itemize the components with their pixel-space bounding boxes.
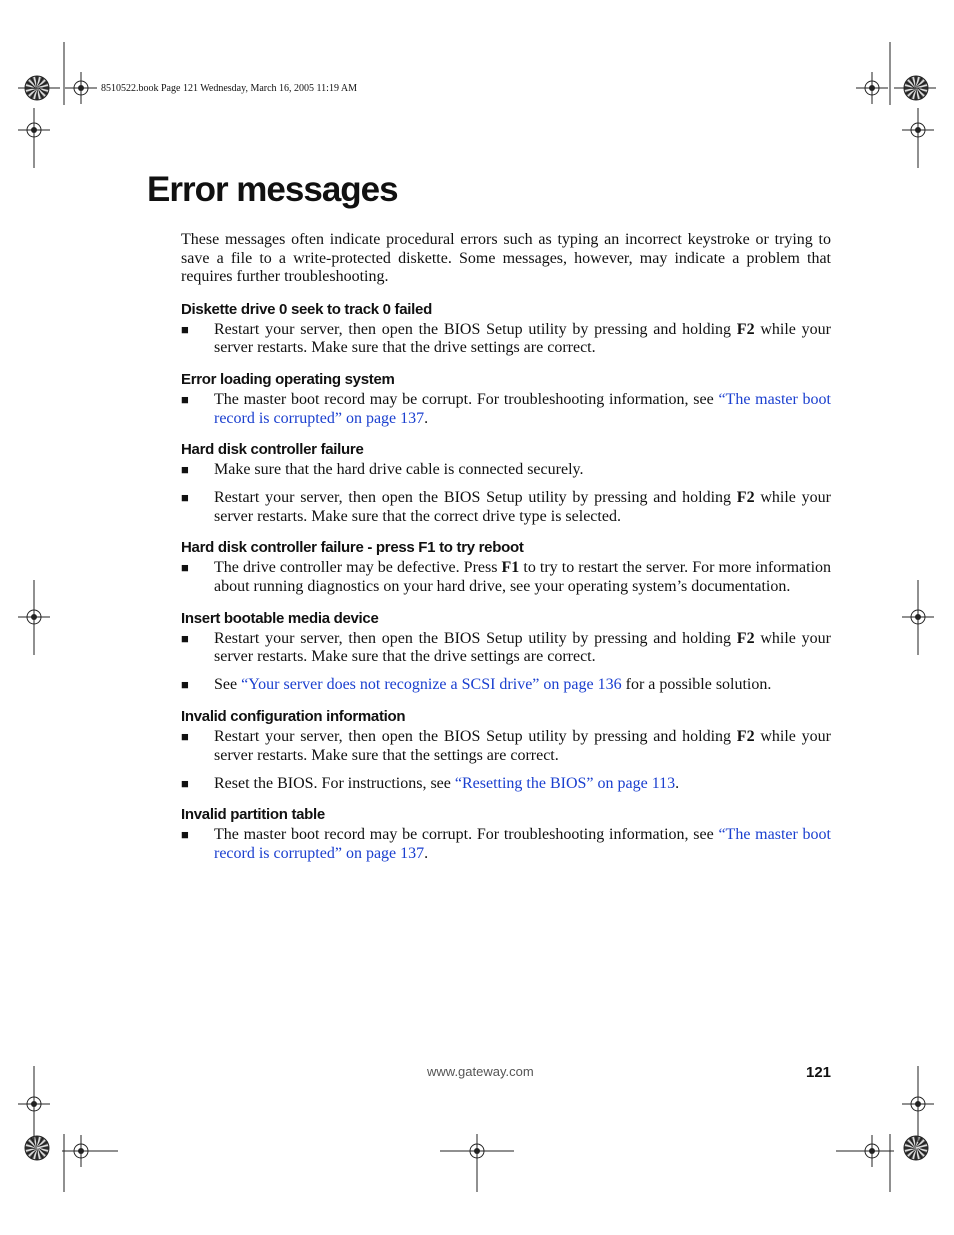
item-text-continued: for a possible solution. <box>621 676 772 694</box>
print-header-line: 8510522.book Page 121 Wednesday, March 16, 2005 11:19 AM <box>101 83 358 94</box>
square-bullet-icon: ■ <box>181 321 189 337</box>
cross-reference-link[interactable]: “The master boot record is corrupted” on page 137 <box>214 826 832 862</box>
item-text: See <box>214 676 242 694</box>
bullet-list <box>181 630 831 695</box>
key-name: F2 <box>736 320 755 338</box>
list-item <box>181 489 831 526</box>
item-text-continued: while your server restarts. Make sure that the correct drive type is selected. <box>214 489 832 525</box>
section-heading: Hard disk controller failure <box>181 441 364 459</box>
list-item <box>181 676 831 695</box>
item-text-continued: . <box>675 774 680 792</box>
list-item <box>181 826 831 863</box>
item-text-continued: to try to restart the server. For more information about running diagnostics on your hard drive, see your operating system’s documentation. <box>214 559 832 596</box>
bullet-list <box>181 559 831 596</box>
list-item <box>181 391 831 428</box>
square-bullet-icon: ■ <box>181 490 189 506</box>
section-heading: Diskette drive 0 seek to track 0 failed <box>181 300 432 318</box>
item-text-continued: while your server restarts. Make sure that the settings are correct. <box>214 727 832 764</box>
bullet-list <box>181 728 831 793</box>
square-bullet-icon: ■ <box>181 462 189 478</box>
list-item <box>181 559 831 596</box>
page-number: 121 <box>806 1064 832 1081</box>
error-message-sections <box>181 300 831 864</box>
item-text: The drive controller may be defective. Press <box>214 559 502 577</box>
key-name: F2 <box>736 489 755 507</box>
key-name: F2 <box>736 727 755 745</box>
item-text: Restart your server, then open the BIOS Setup utility by pressing and holding <box>214 727 737 745</box>
item-text-continued: while your server restarts. Make sure that the drive settings are correct. <box>214 320 832 357</box>
key-name: F2 <box>736 629 755 647</box>
item-text: Restart your server, then open the BIOS Setup utility by pressing and holding <box>214 629 737 647</box>
cross-reference-link[interactable]: “Your server does not recognize a SCSI drive” on page 136 <box>241 676 622 694</box>
item-text: Restart your server, then open the BIOS Setup utility by pressing and holding <box>214 320 737 338</box>
section-heading: Error loading operating system <box>181 370 395 388</box>
square-bullet-icon: ■ <box>181 391 189 407</box>
item-text: The master boot record may be corrupt. For troubleshooting information, see <box>214 390 719 408</box>
section-heading: Invalid partition table <box>181 806 325 824</box>
list-item <box>181 630 831 667</box>
cross-reference-link[interactable]: “The master boot record is corrupted” on page 137 <box>214 390 832 427</box>
square-bullet-icon: ■ <box>181 677 189 693</box>
list-item <box>181 321 831 358</box>
square-bullet-icon: ■ <box>181 728 189 744</box>
section-heading: Hard disk controller failure - press F1 to try reboot <box>181 539 524 557</box>
item-text: Reset the BIOS. For instructions, see <box>214 774 455 792</box>
item-text: Make sure that the hard drive cable is connected securely. <box>214 461 584 479</box>
main-content <box>181 231 831 875</box>
list-item <box>181 728 831 765</box>
square-bullet-icon: ■ <box>181 560 189 576</box>
key-name: F1 <box>501 559 520 577</box>
square-bullet-icon: ■ <box>181 630 189 646</box>
section-heading: Invalid configuration information <box>181 707 406 725</box>
bullet-list <box>181 391 831 428</box>
item-text-continued: while your server restarts. Make sure that the drive settings are correct. <box>214 629 832 666</box>
item-text: The master boot record may be corrupt. For troubleshooting information, see <box>214 826 719 844</box>
intro-paragraph: These messages often indicate procedural errors such as typing an incorrect keystroke or trying to save a file to a write-protected diskette. Some messages, however, may indicate a problem that requires further troubleshooting. <box>181 231 831 286</box>
bullet-list <box>181 321 831 358</box>
item-text-continued: . <box>424 409 429 427</box>
cross-reference-link[interactable]: “Resetting the BIOS” on page 113 <box>454 774 676 792</box>
list-item <box>181 461 831 480</box>
footer-url: www.gateway.com <box>427 1064 534 1079</box>
square-bullet-icon: ■ <box>181 827 189 843</box>
item-text: Restart your server, then open the BIOS Setup utility by pressing and holding <box>214 489 737 507</box>
list-item <box>181 775 831 794</box>
square-bullet-icon: ■ <box>181 775 189 791</box>
bullet-list <box>181 826 831 863</box>
page-title: Error messages <box>147 170 398 209</box>
bullet-list <box>181 461 831 526</box>
item-text-continued: . <box>424 844 429 862</box>
section-heading: Insert bootable media device <box>181 609 379 627</box>
